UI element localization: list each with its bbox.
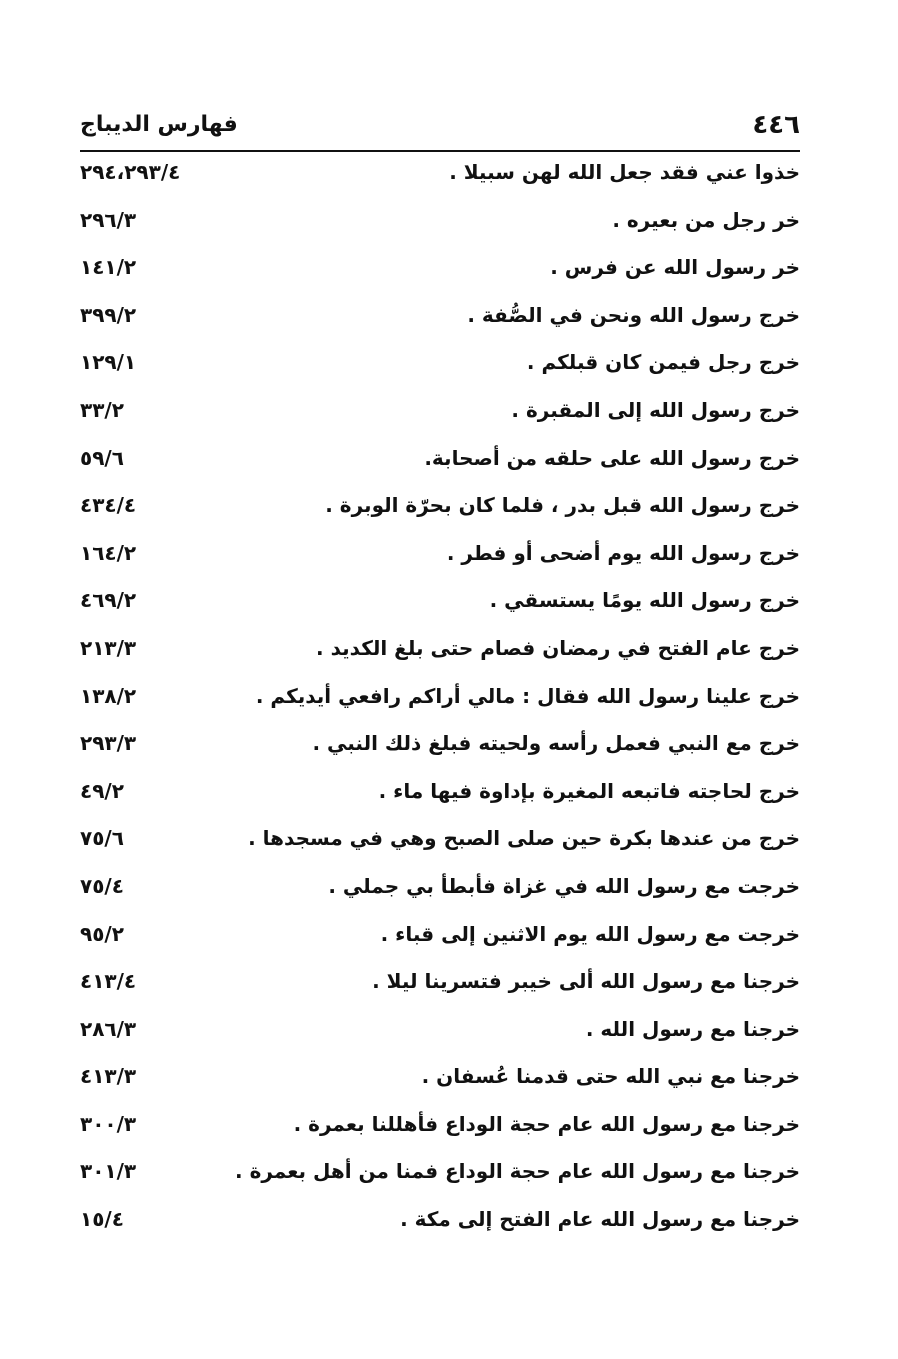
index-entry <box>80 295 800 343</box>
entry-text: خرج عام الفتح في رمضان فصام حتى بلغ الكديد . <box>316 635 800 660</box>
index-entry <box>80 771 800 819</box>
entry-reference: ٢٨٦/٣ <box>80 1016 137 1041</box>
index-entry <box>80 152 800 200</box>
entry-reference: ٧٥/٤ <box>80 873 124 898</box>
entry-reference: ١٦٤/٢ <box>80 540 137 565</box>
index-entry <box>80 961 800 1009</box>
index-entry <box>80 866 800 914</box>
index-entry <box>80 1104 800 1152</box>
entry-reference: ٢١٣/٣ <box>80 635 137 660</box>
entry-reference: ٣٩٩/٢ <box>80 302 137 327</box>
index-entry <box>80 914 800 962</box>
entry-text: خرج علينا رسول الله فقال : مالي أراكم رافعي أيديكم . <box>255 683 800 708</box>
entry-text: خرجنا مع رسول الله عام حجة الوداع فأهللنا بعمرة . <box>293 1111 800 1136</box>
entry-text: خر رسول الله عن فرس . <box>550 255 800 280</box>
entry-reference: ٧٥/٦ <box>80 826 124 851</box>
entry-text: خرجنا مع رسول الله ألى خيبر فتسرينا ليلا . <box>372 969 800 994</box>
index-entry <box>80 1199 800 1247</box>
index-entry <box>80 438 800 486</box>
entry-reference: ٩٥/٢ <box>80 921 124 946</box>
entry-reference: ٢٩٣/٣ <box>80 731 137 756</box>
index-entry <box>80 818 800 866</box>
entry-text: خذوا عني فقد جعل الله لهن سبيلا . <box>449 160 800 184</box>
entry-reference: ٣٠٠/٣ <box>80 1111 137 1136</box>
entry-text: خرج مع النبي فعمل رأسه ولحيته فبلغ ذلك النبي . <box>312 731 800 756</box>
index-entry <box>80 342 800 390</box>
entry-text: خر رجل من بعيره . <box>612 207 800 232</box>
entry-text: خرج من عندها بكرة حين صلى الصبح وهي في مسجدها . <box>248 826 800 851</box>
entry-reference: ٤٩/٢ <box>80 778 124 803</box>
index-entry <box>80 1151 800 1199</box>
entry-text: خرج لحاجته فاتبعه المغيرة بإداوة فيها ماء . <box>378 778 800 803</box>
entry-reference: ٢٩٤،٢٩٣/٤ <box>80 160 181 184</box>
index-entry <box>80 485 800 533</box>
entry-reference: ١٣٨/٢ <box>80 683 137 708</box>
running-title: فهارس الديباج <box>80 112 238 137</box>
entry-reference: ٢٩٦/٣ <box>80 207 137 232</box>
entry-text: خرج رسول الله قبل بدر ، فلما كان بحرّة الوبرة . <box>325 493 800 518</box>
entry-text: خرج رسول الله يومًا يستسقي . <box>489 588 800 613</box>
entry-reference: ٣٣/٢ <box>80 397 124 422</box>
index-entry <box>80 723 800 771</box>
index-entry <box>80 1009 800 1057</box>
entry-reference: ١٢٩/١ <box>80 350 137 375</box>
entry-text: خرج رسول الله على حلقه من أصحابة. <box>424 445 800 470</box>
entry-reference: ١٤١/٢ <box>80 255 137 280</box>
index-entry <box>80 390 800 438</box>
entry-text: خرج رسول الله يوم أضحى أو فطر . <box>446 540 800 565</box>
entry-reference: ٤١٣/٤ <box>80 969 137 994</box>
entry-text: خرجت مع رسول الله يوم الاثنين إلى قباء . <box>380 921 800 946</box>
index-entry <box>80 580 800 628</box>
entry-reference: ٤٣٤/٤ <box>80 493 137 518</box>
page-number: ٤٤٦ <box>752 110 800 140</box>
entry-text: خرجنا مع رسول الله . <box>585 1016 800 1041</box>
index-entry <box>80 628 800 676</box>
entry-text: خرجت مع رسول الله في غزاة فأبطأ بي جملي . <box>328 873 800 898</box>
entry-text: خرج رسول الله ونحن في الصُّفة . <box>467 302 800 327</box>
entry-reference: ٣٠١/٣ <box>80 1159 137 1184</box>
entry-reference: ٥٩/٦ <box>80 445 124 470</box>
hadith-index-list <box>80 152 800 1247</box>
index-entry <box>80 676 800 724</box>
index-entry <box>80 247 800 295</box>
page-header <box>80 110 800 146</box>
index-entry <box>80 533 800 581</box>
entry-text: خرجنا مع رسول الله عام الفتح إلى مكة . <box>400 1207 800 1232</box>
entry-text: خرج رجل فيمن كان قبلكم . <box>526 350 800 375</box>
entry-text: خرج رسول الله إلى المقبرة . <box>511 397 800 422</box>
index-entry <box>80 200 800 248</box>
entry-reference: ٤١٣/٣ <box>80 1064 137 1089</box>
entry-reference: ١٥/٤ <box>80 1207 124 1232</box>
entry-text: خرجنا مع رسول الله عام حجة الوداع فمنا من أهل بعمرة . <box>235 1159 800 1184</box>
entry-reference: ٤٦٩/٢ <box>80 588 137 613</box>
index-entry <box>80 1056 800 1104</box>
entry-text: خرجنا مع نبي الله حتى قدمنا عُسفان . <box>421 1064 800 1089</box>
